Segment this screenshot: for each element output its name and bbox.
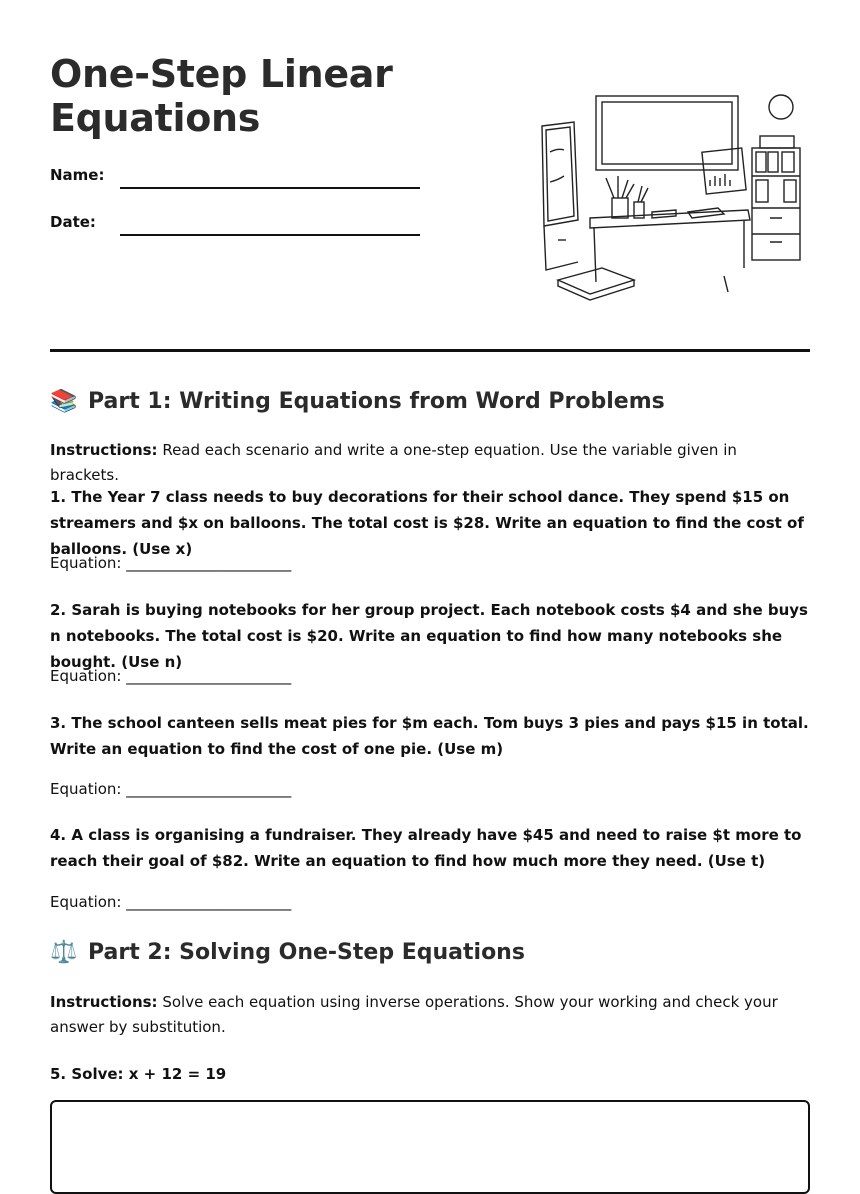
scales-icon: ⚖️ xyxy=(50,940,78,965)
question-3: 3. The school canteen sells meat pies for $m each. Tom buys 3 pies and pays $15 in total. Write an equation to find the cost of one pie. (Use m) xyxy=(50,714,809,758)
equation-answer-4[interactable]: Equation: ______________________ xyxy=(50,893,292,911)
part1-instructions xyxy=(50,438,810,488)
name-label: Name: xyxy=(50,166,105,184)
part2-heading xyxy=(50,940,525,965)
question-4: 4. A class is organising a fundraiser. They already have $45 and need to raise $t more to reach their goal of $82. Write an equation to find how much more they need. (Use t) xyxy=(50,826,802,870)
question-5: 5. Solve: x + 12 = 19 xyxy=(50,1065,227,1083)
date-field[interactable] xyxy=(120,234,420,236)
books-icon: 📚 xyxy=(50,389,78,414)
equation-answer-2[interactable]: Equation: ______________________ xyxy=(50,667,292,685)
date-label: Date: xyxy=(50,213,96,231)
name-field[interactable] xyxy=(120,187,420,189)
part2-title: Part 2: Solving One-Step Equations xyxy=(88,940,525,965)
part1-heading xyxy=(50,389,665,414)
working-answer-box[interactable] xyxy=(50,1100,810,1194)
equation-answer-3[interactable]: Equation: ______________________ xyxy=(50,780,292,798)
part2-instructions xyxy=(50,990,810,1040)
classroom-illustration xyxy=(538,90,810,315)
instructions-text: Read each scenario and write a one-step equation. Use the variable given in brackets. xyxy=(50,441,737,484)
instructions-label: Instructions: xyxy=(50,441,158,459)
question-2: 2. Sarah is buying notebooks for her group project. Each notebook costs $4 and she buys n notebooks. The total cost is $20. Write an equation to find how many notebooks she bought. (Use n) xyxy=(50,601,808,671)
instructions-text: Solve each equation using inverse operations. Show your working and check your answer by substitution. xyxy=(50,993,778,1036)
part1-title: Part 1: Writing Equations from Word Problems xyxy=(88,389,665,414)
instructions-label: Instructions: xyxy=(50,993,158,1011)
question-1: 1. The Year 7 class needs to buy decorations for their school dance. They spend $15 on streamers and $x on balloons. The total cost is $28. Write an equation to find the cost of balloons. (Use x) xyxy=(50,488,804,558)
worksheet-title: One-Step Linear Equations xyxy=(50,52,393,140)
equation-answer-1[interactable]: Equation: ______________________ xyxy=(50,554,292,572)
header-divider xyxy=(50,349,810,352)
